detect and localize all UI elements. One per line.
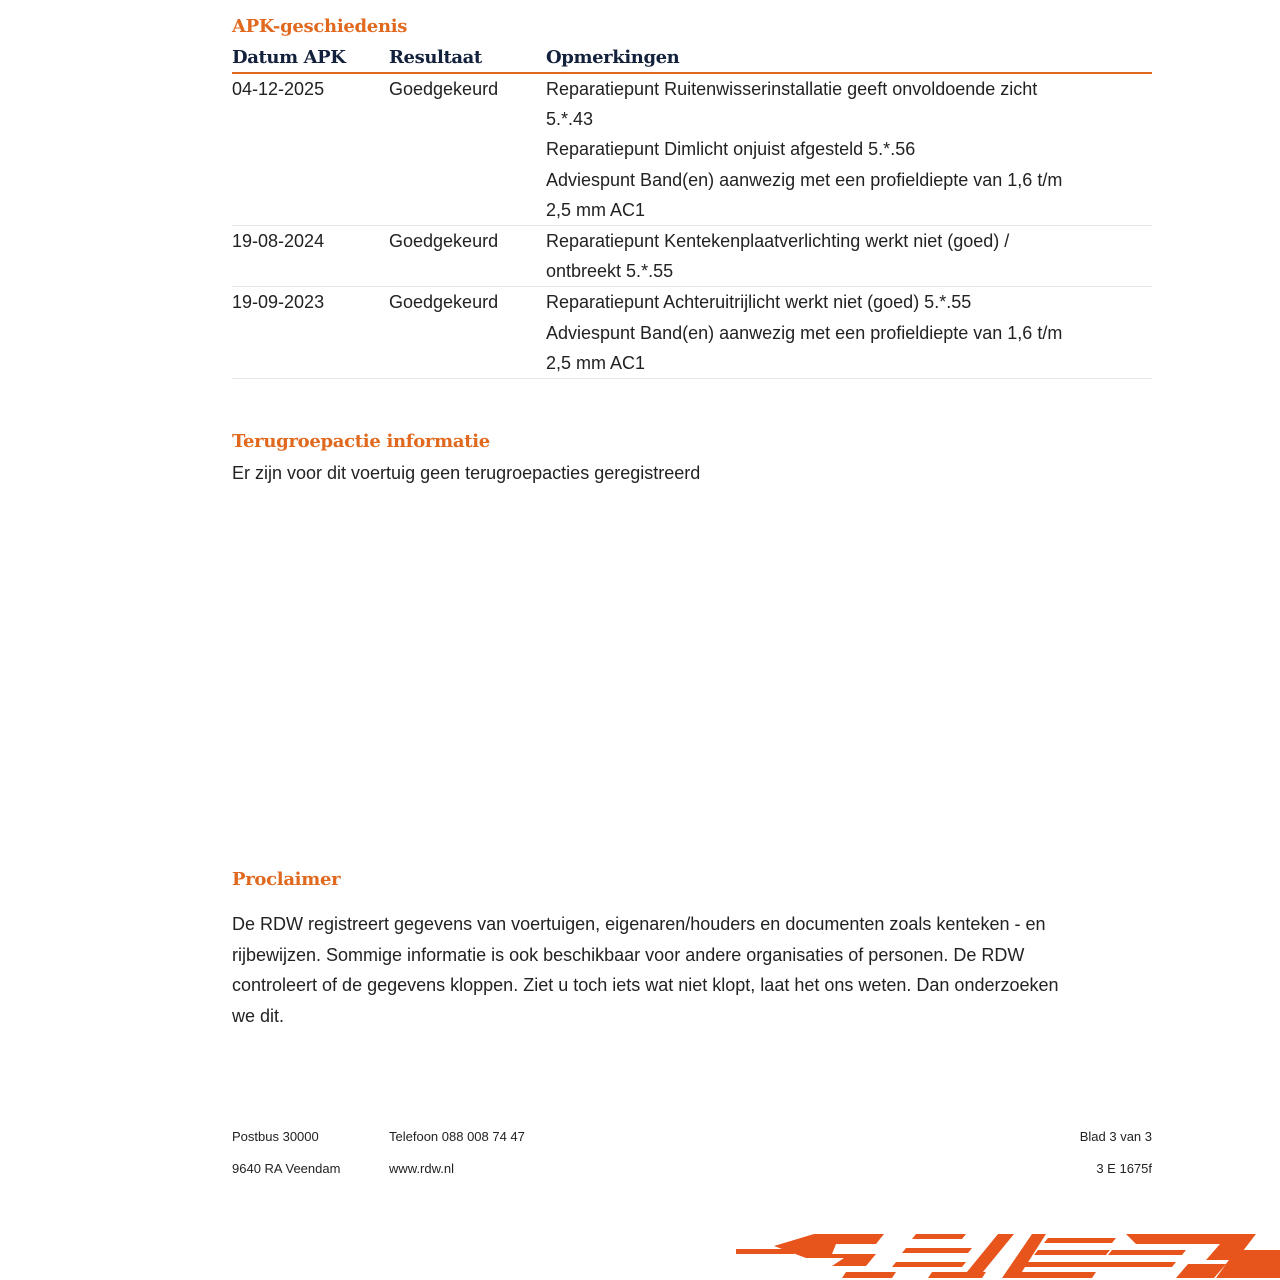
cell-remarks	[546, 74, 1152, 225]
remark-line: Reparatiepunt Achteruitrijlicht werkt niet (goed) 5.*.55	[546, 292, 972, 313]
remark-line: Reparatiepunt Ruitenwisserinstallatie geeft onvoldoende zicht	[546, 79, 1038, 99]
remark-line: 2,5 mm AC1	[546, 199, 646, 220]
remark-line: 5.*.43	[546, 109, 594, 130]
remark-line: ontbreekt 5.*.55	[546, 261, 674, 282]
proclaimer-line: rijbewijzen. Sommige informatie is ook beschikbaar voor andere organisaties of personen. De RDW	[232, 944, 1025, 965]
apk-history-title: APK-geschiedenis	[232, 16, 408, 37]
rdw-logo-icon	[736, 1228, 1280, 1280]
remark-line: Reparatiepunt Kentekenplaatverlichting werkt niet (goed) /	[546, 231, 1010, 252]
remark-line: Adviespunt Band(en) aanwezig met een profieldiepte van 1,6 t/m	[546, 322, 1063, 343]
cell-date: 19-09-2023	[232, 292, 325, 313]
remark-line: Reparatiepunt Dimlicht onjuist afgesteld 5.*.56	[546, 139, 916, 160]
footer-document-code: 3 E 1675f	[1096, 1161, 1152, 1176]
apk-history-table	[232, 44, 1152, 379]
proclaimer-line: De RDW registreert gegevens van voertuigen, eigenaren/houders en documenten zoals kenteken - en	[232, 914, 1046, 934]
cell-remarks	[546, 226, 1152, 286]
remark-line: Adviespunt Band(en) aanwezig met een profieldiepte van 1,6 t/m	[546, 169, 1063, 190]
table-body	[232, 74, 1152, 379]
proclaimer-line: controleert of de gegevens kloppen. Ziet u toch iets wat niet klopt, laat het ons weten. Dan onderzoeken	[232, 975, 1059, 995]
header-remarks: Opmerkingen	[546, 47, 680, 68]
header-date: Datum APK	[232, 47, 346, 68]
remark-line: 2,5 mm AC1	[546, 352, 646, 373]
proclaimer-text	[232, 909, 1152, 1031]
footer-phone: Telefoon 088 008 74 47	[389, 1129, 525, 1144]
footer-page-number: Blad 3 van 3	[1079, 1129, 1152, 1144]
recall-text: Er zijn voor dit voertuig geen terugroepacties geregistreerd	[232, 463, 701, 483]
table-row	[232, 74, 1152, 226]
table-row	[232, 226, 1152, 287]
cell-result: Goedgekeurd	[389, 79, 499, 99]
proclaimer-title: Proclaimer	[232, 869, 341, 890]
cell-result: Goedgekeurd	[389, 292, 499, 313]
table-header	[232, 44, 1152, 74]
proclaimer-line: we dit.	[232, 1005, 285, 1026]
cell-result: Goedgekeurd	[389, 231, 499, 252]
header-result: Resultaat	[389, 47, 482, 68]
cell-date: 19-08-2024	[232, 231, 325, 252]
recall-title: Terugroepactie informatie	[232, 431, 490, 452]
cell-remarks	[546, 287, 1152, 378]
cell-date: 04-12-2025	[232, 79, 325, 99]
footer-address: 9640 RA Veendam	[232, 1161, 341, 1176]
footer-postbus: Postbus 30000	[232, 1129, 319, 1144]
table-row	[232, 287, 1152, 379]
footer-website[interactable]: www.rdw.nl	[389, 1161, 455, 1176]
